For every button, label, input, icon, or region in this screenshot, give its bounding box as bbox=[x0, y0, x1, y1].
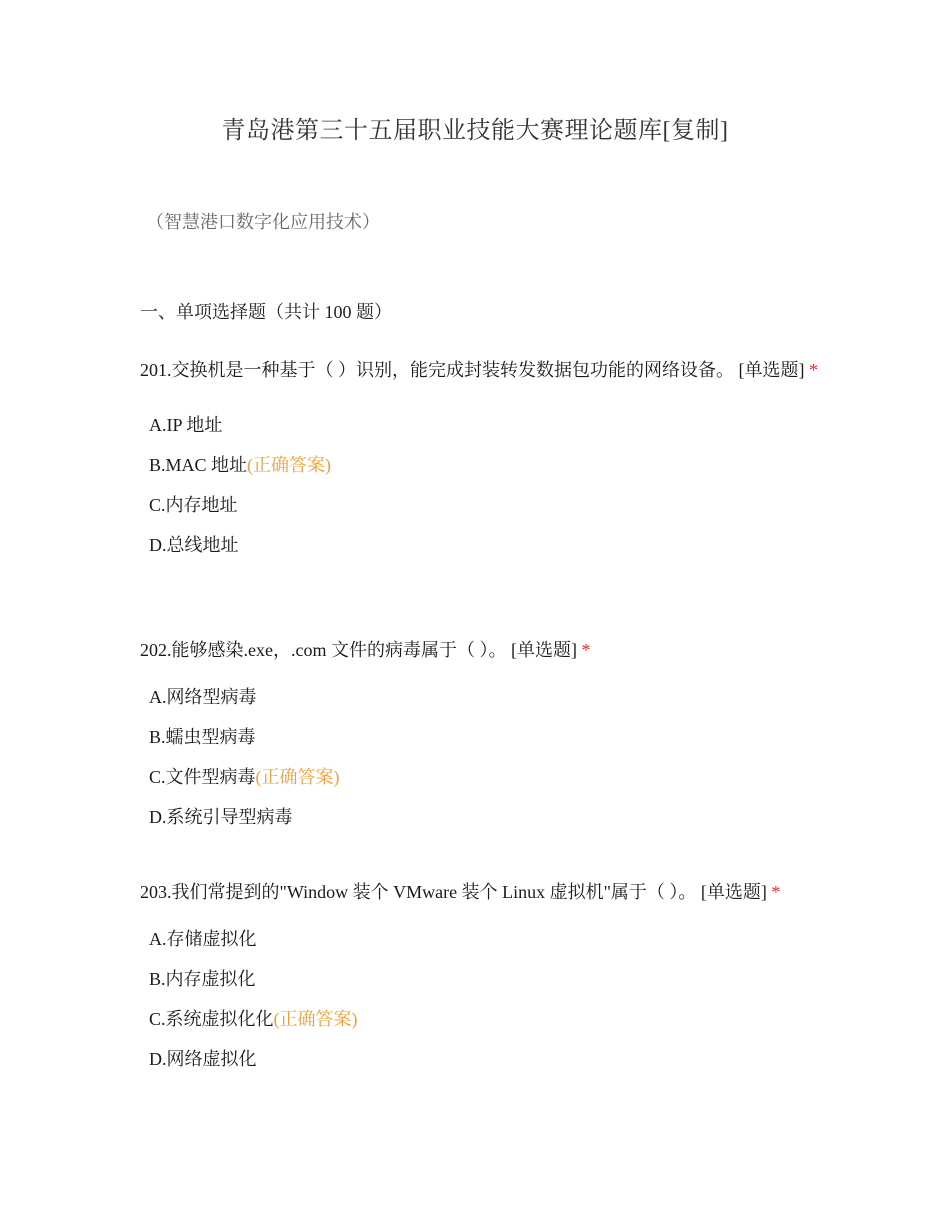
page-title: 青岛港第三十五届职业技能大赛理论题库[复制] bbox=[221, 118, 729, 144]
option-label: A.网络型病毒 bbox=[149, 687, 257, 707]
option-label: A.IP 地址 bbox=[149, 415, 223, 435]
required-asterisk: * bbox=[771, 882, 781, 902]
option-label: B.蠕虫型病毒 bbox=[149, 727, 256, 747]
option-d[interactable] bbox=[140, 1039, 830, 1079]
option-label: A.存储虚拟化 bbox=[149, 929, 257, 949]
question-text bbox=[140, 873, 830, 911]
option-a[interactable] bbox=[140, 919, 830, 959]
option-list bbox=[140, 405, 820, 565]
question-201 bbox=[140, 351, 820, 565]
section-heading: 一、单项选择题（共计 100 题） bbox=[140, 302, 392, 322]
option-c[interactable] bbox=[140, 757, 820, 797]
question-text bbox=[140, 351, 820, 389]
option-b[interactable] bbox=[140, 717, 820, 757]
option-list bbox=[140, 919, 830, 1079]
option-label: C.系统虚拟化化 bbox=[149, 1009, 274, 1029]
option-c[interactable] bbox=[140, 999, 830, 1039]
question-202 bbox=[140, 631, 820, 837]
option-list bbox=[140, 677, 820, 837]
question-203 bbox=[140, 873, 830, 1079]
correct-answer-tag: (正确答案) bbox=[247, 455, 332, 475]
option-a[interactable] bbox=[140, 677, 820, 717]
correct-answer-tag: (正确答案) bbox=[273, 1009, 358, 1029]
option-d[interactable] bbox=[140, 525, 820, 565]
option-label: D.系统引导型病毒 bbox=[149, 807, 293, 827]
question-text bbox=[140, 631, 820, 669]
correct-answer-tag: (正确答案) bbox=[255, 767, 340, 787]
option-label: D.网络虚拟化 bbox=[149, 1049, 257, 1069]
question-text-body: 202.能够感染.exe，.com 文件的病毒属于（ ）。 [单选题] bbox=[140, 640, 577, 660]
option-a[interactable] bbox=[140, 405, 820, 445]
option-label: B.MAC 地址 bbox=[149, 455, 248, 475]
option-label: D.总线地址 bbox=[149, 535, 239, 555]
option-label: C.文件型病毒 bbox=[149, 767, 256, 787]
option-b[interactable] bbox=[140, 445, 820, 485]
option-b[interactable] bbox=[140, 959, 830, 999]
required-asterisk: * bbox=[581, 640, 591, 660]
option-c[interactable] bbox=[140, 485, 820, 525]
option-label: B.内存虚拟化 bbox=[149, 969, 256, 989]
option-d[interactable] bbox=[140, 797, 820, 837]
required-asterisk: * bbox=[809, 360, 818, 380]
question-text-body: 203.我们常提到的"Window 装个 VMware 装个 Linux 虚拟机"属于（ ）。 [单选题] bbox=[140, 882, 767, 902]
option-label: C.内存地址 bbox=[149, 495, 238, 515]
page-subtitle: （智慧港口数字化应用技术） bbox=[146, 212, 380, 233]
question-text-body: 201.交换机是一种基于（ ）识别，能完成封装转发数据包功能的网络设备。 [单选题] bbox=[140, 360, 805, 380]
